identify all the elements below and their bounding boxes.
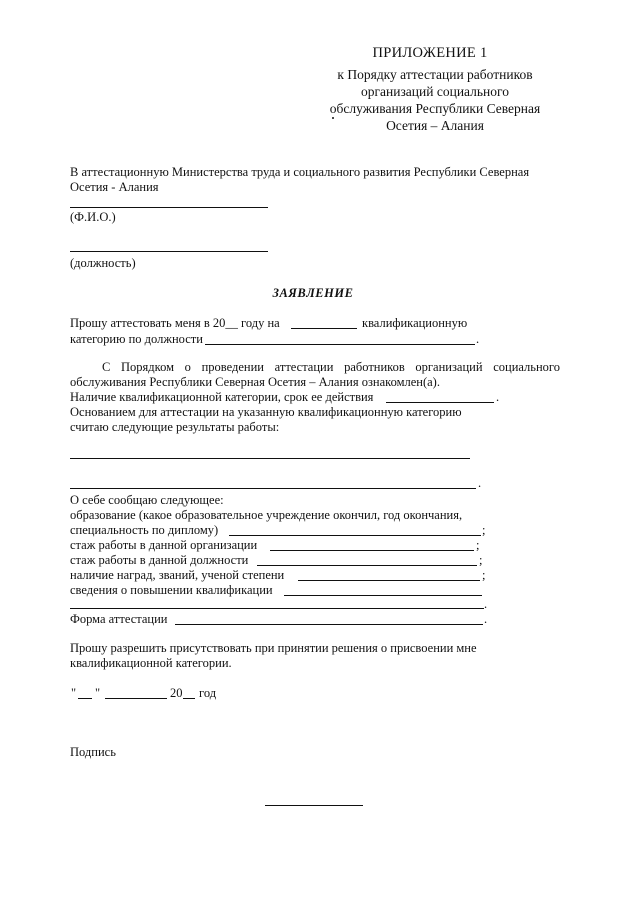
job-position-blank-line[interactable] [205,344,475,345]
document-title: ЗАЯВЛЕНИЕ [272,286,354,300]
semicolon-mark: ; [482,568,486,582]
fio-caption: (Ф.И.О.) [70,210,116,224]
category-blank-line[interactable] [291,328,357,329]
annex-subtitle-line-2: организаций социального [361,84,509,99]
about-education: образование (какое образовательное учреждение окончил, год окончания, [70,508,463,522]
familiar-line-2: обслуживания Республики Северная Осетия – Алания ознакомлен(а). [70,375,440,389]
familiar-line-1: С Порядком о проведении аттестации работников организаций социального [102,360,560,374]
period-mark: . [484,612,488,626]
familiar-line-4: Основанием для аттестации на указанную квалификационную категорию [70,405,462,419]
period-mark: . [484,597,488,611]
date-month-blank[interactable] [105,698,167,699]
request-line-1-start: Прошу аттестовать меня в 20__ году на [70,316,280,330]
date-open-quote: " [71,686,77,700]
category-validity-blank-line[interactable] [386,402,494,403]
date-year-suffix: год [199,686,217,700]
training-blank-line[interactable] [284,595,482,596]
position-caption: (должность) [70,256,136,270]
semicolon-mark: ; [476,538,480,552]
about-awards: наличие наград, званий, ученой степени [70,568,285,582]
about-intro: О себе сообщаю следующее: [70,493,224,507]
addressee-line-2: Осетия - Алания [70,180,159,194]
training-blank-line-2[interactable] [70,608,484,609]
period-mark: . [496,390,500,404]
request-line-1-end: квалификационную [362,316,468,330]
permission-line-2: квалификационной категории. [70,656,232,670]
results-blank-line-2[interactable] [70,488,476,489]
about-training: сведения о повышении квалификации [70,583,273,597]
annex-subtitle-line-3: обслуживания Республики Северная [329,101,541,116]
results-blank-line-1[interactable] [70,458,470,459]
request-line-2: категорию по должности [70,332,203,346]
fio-blank-line[interactable] [70,207,268,208]
annex-subtitle-line-1: к Порядку аттестации работников [337,67,533,82]
period-mark: . [478,476,482,490]
org-experience-blank-line[interactable] [270,550,474,551]
annex-number: ПРИЛОЖЕНИЕ 1 [372,45,488,61]
signature-separator-line [265,805,363,806]
period-mark: . [476,332,480,346]
annex-subtitle-line-4: Осетия – Алания [386,118,484,133]
position-experience-blank-line[interactable] [257,565,477,566]
form-label: Форма аттестации [70,612,168,626]
awards-blank-line[interactable] [298,580,480,581]
date-year-prefix: 20 [170,686,183,700]
speck-mark [332,117,334,119]
form-blank-line[interactable] [175,624,483,625]
specialty-blank-line[interactable] [229,535,481,536]
addressee-line-1: В аттестационную Министерства труда и социального развития Республики Северная [70,165,530,179]
semicolon-mark: ; [479,553,483,567]
date-close-quote: " [95,686,101,700]
signature-label: Подпись [70,745,116,759]
about-specialty: специальность по диплому) [70,523,219,537]
about-position-experience: стаж работы в данной должности [70,553,249,567]
position-blank-line[interactable] [70,251,268,252]
date-year-blank[interactable] [183,698,195,699]
about-org-experience: стаж работы в данной организации [70,538,258,552]
familiar-line-5: считаю следующие результаты работы: [70,420,280,434]
familiar-line-3: Наличие квалификационной категории, срок ее действия [70,390,374,404]
date-day-blank[interactable] [78,698,92,699]
semicolon-mark: ; [482,523,486,537]
permission-line-1: Прошу разрешить присутствовать при принятии решения о присвоении мне [70,641,477,655]
